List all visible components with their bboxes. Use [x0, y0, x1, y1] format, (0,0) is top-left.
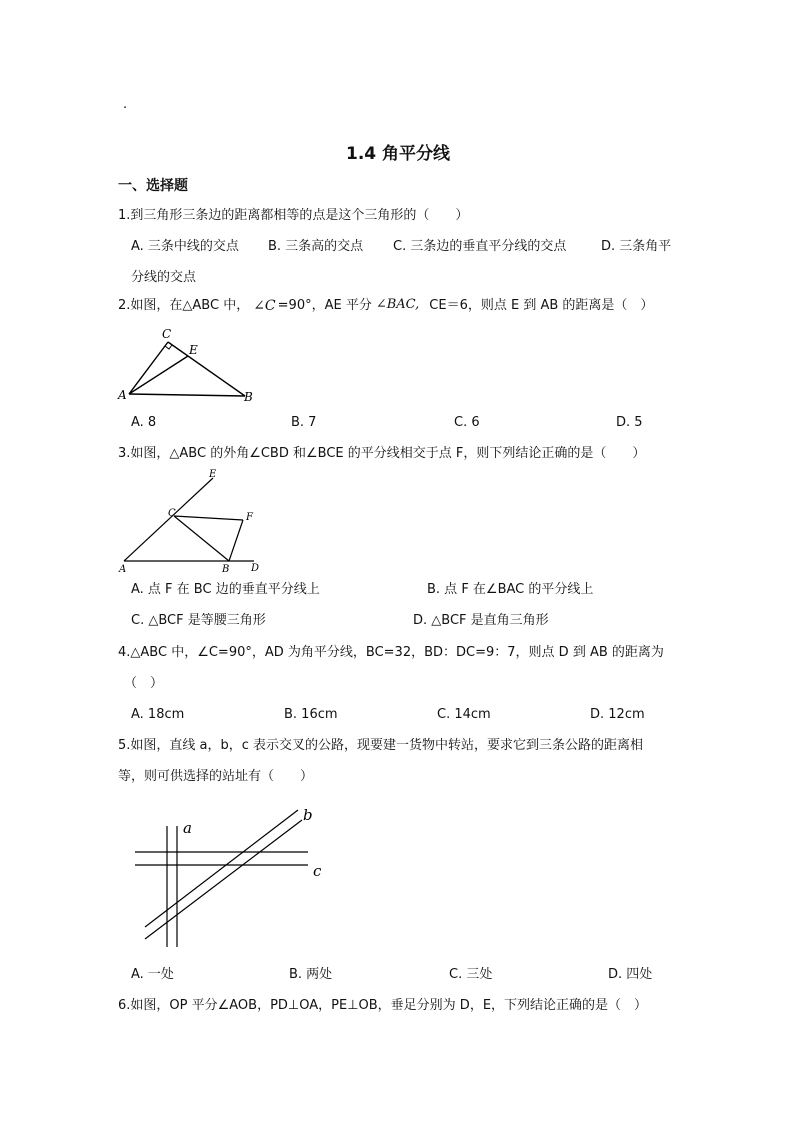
q4-option-a: A. 18cm	[131, 707, 185, 722]
q2-label-a: A	[118, 388, 127, 402]
q1-option-d: D. 三条角平	[601, 239, 672, 254]
section-heading: 一、选择题	[118, 178, 188, 194]
q6-stem: 6.如图，OP 平分∠AOB，PD⊥OA，PE⊥OB，垂足分别为 D，E，下列结论正确的是（ ）	[118, 998, 648, 1013]
q1-option-c: C. 三条边的垂直平分线的交点	[393, 239, 567, 254]
q2-label-e: E	[189, 343, 198, 357]
q5-stem: 5.如图，直线 a，b，c 表示交叉的公路，现要建一货物中转站，要求它到三条公路的距离相	[118, 738, 644, 753]
q5-option-b: B. 两处	[289, 967, 333, 982]
q5-label-a: a	[183, 819, 192, 837]
q4-stem: 4.△ABC 中，∠C=90°，AD 为角平分线，BC=32，BD：DC=9：7，则点 D 到 AB 的距离为	[118, 645, 664, 660]
q5-roads-figure	[130, 804, 330, 964]
q1-option-d-cont: 分线的交点	[131, 270, 197, 285]
q3-triangle-figure	[118, 468, 268, 578]
q3-label-a: A	[119, 564, 127, 575]
q1-stem: 1.到三角形三条边的距离都相等的点是这个三角形的（ ）	[118, 208, 469, 223]
q3-label-c: C	[168, 508, 176, 519]
q2-stem-part1: 2.如图，在△ABC 中，	[118, 298, 250, 313]
q1-option-a: A. 三条中线的交点	[131, 239, 239, 254]
q5-option-a: A. 一处	[131, 967, 174, 982]
q3-option-b: B. 点 F 在∠BAC 的平分线上	[427, 582, 594, 597]
q5-label-b: b	[303, 806, 313, 824]
q2-option-b: B. 7	[291, 415, 317, 430]
page-marker: ·	[123, 101, 128, 116]
q3-option-c: C. △BCF 是等腰三角形	[131, 613, 266, 628]
q2-label-c: C	[162, 327, 172, 341]
q1-option-b: B. 三条高的交点	[268, 239, 364, 254]
page-title: 1.4 角平分线	[346, 144, 451, 164]
q4-option-d: D. 12cm	[590, 707, 645, 722]
q5-option-c: C. 三处	[449, 967, 493, 982]
q2-option-c: C. 6	[454, 415, 480, 430]
q4-stem-cont: （ ）	[124, 676, 164, 691]
q2-stem-part3: CE＝6，则点 E 到 AB 的距离是（ ）	[429, 298, 654, 313]
q3-label-d: D	[251, 563, 260, 574]
q3-label-b: B	[222, 564, 230, 575]
q2-option-d: D. 5	[616, 415, 643, 430]
q3-option-a: A. 点 F 在 BC 边的垂直平分线上	[131, 582, 320, 597]
q3-label-e: E	[209, 469, 217, 480]
q2-triangle-figure	[118, 328, 268, 408]
q5-option-d: D. 四处	[608, 967, 653, 982]
q2-angle-c: ∠C	[253, 298, 276, 314]
q2-stem-part2: =90°，AE 平分	[277, 298, 372, 313]
q3-stem: 3.如图，△ABC 的外角∠CBD 和∠BCE 的平分线相交于点 F，则下列结论正确的是（ ）	[118, 446, 646, 461]
q5-label-c: c	[313, 862, 322, 880]
q3-label-f: F	[246, 512, 253, 523]
q4-option-b: B. 16cm	[284, 707, 338, 722]
q2-option-a: A. 8	[131, 415, 157, 430]
q2-label-b: B	[244, 390, 253, 404]
q5-stem-cont: 等，则可供选择的站址有（ ）	[118, 769, 314, 784]
q3-option-d: D. △BCF 是直角三角形	[413, 613, 549, 628]
q2-angle-bac: ∠BAC,	[375, 296, 420, 312]
q4-option-c: C. 14cm	[437, 707, 491, 722]
q2-stem	[118, 297, 653, 315]
